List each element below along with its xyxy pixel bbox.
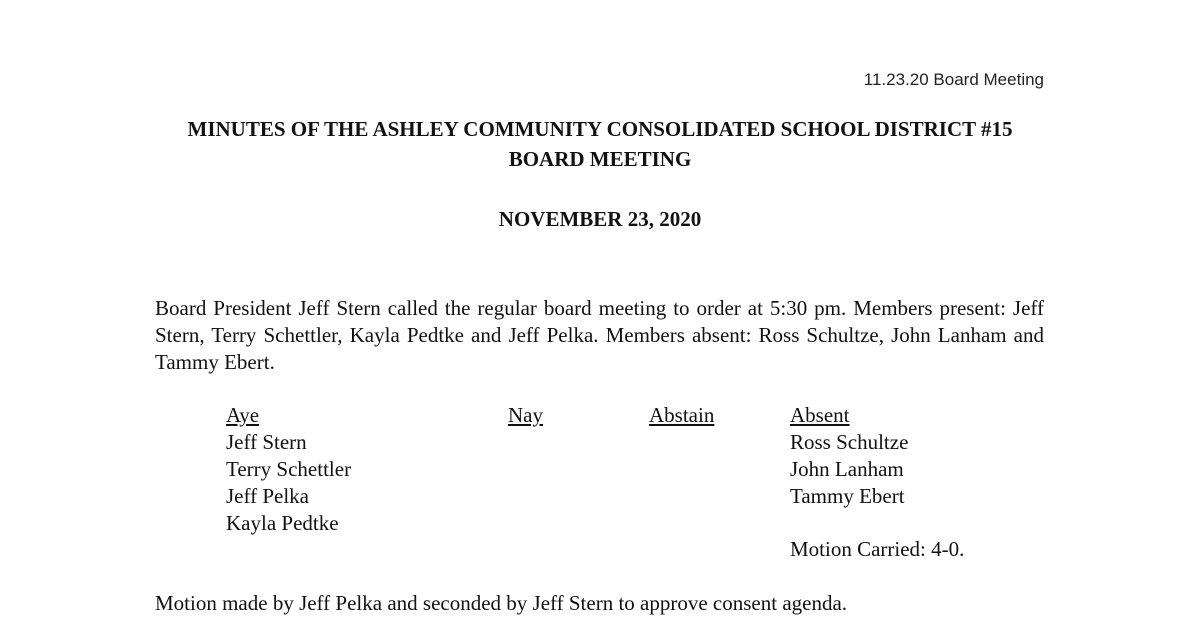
absent-column — [790, 402, 908, 510]
absent-member: Tammy Ebert — [790, 484, 905, 508]
nay-column — [508, 402, 543, 429]
abstain-header: Abstain — [649, 403, 715, 427]
aye-header: Aye — [226, 403, 260, 427]
motion-text: Motion made by Jeff Pelka and seconded by Jeff Stern to approve consent agenda. — [155, 591, 848, 615]
meeting-header-tag: 11.23.20 Board Meeting — [863, 70, 1044, 89]
meeting-date: NOVEMBER 23, 2020 — [498, 207, 702, 231]
aye-voter: Jeff Stern — [226, 430, 307, 454]
motion-result: Motion Carried: 4-0. — [790, 537, 965, 561]
opening-paragraph: Board President Jeff Stern called the regular board meeting to order at 5:30 pm. Members present: Jeff Stern, Terry Schettler, Kayla Pedtke and Jeff Pelka. Members absent: Ross Schultze, John Lanham and Tammy Ebert. — [155, 296, 1044, 374]
aye-voter: Jeff Pelka — [226, 484, 310, 508]
aye-voter: Kayla Pedtke — [226, 511, 339, 535]
document-title — [155, 114, 1045, 174]
aye-column — [226, 402, 351, 537]
absent-member: Ross Schultze — [790, 430, 909, 454]
absent-member: John Lanham — [790, 457, 904, 481]
aye-voter: Terry Schettler — [226, 457, 352, 481]
nay-header: Nay — [508, 403, 543, 427]
title-line-2: BOARD MEETING — [508, 147, 692, 171]
absent-header: Absent — [790, 403, 850, 427]
abstain-column — [649, 402, 714, 429]
title-line-1: MINUTES OF THE ASHLEY COMMUNITY CONSOLIDATED SCHOOL DISTRICT #15 — [187, 117, 1013, 141]
